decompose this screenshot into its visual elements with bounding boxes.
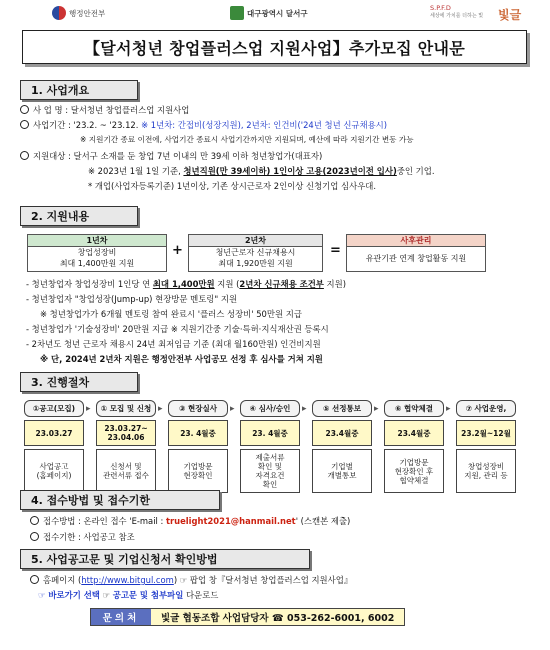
step-heading: ①공고(모집) [24, 400, 84, 417]
s5-line-homepage: 홈페이지 (http://www.bitgul.com) ☞ 팝업 창『달서청년 창업플러스업 지원사업』 [30, 574, 352, 586]
step-description: 기업방문 현장확인 [168, 449, 228, 493]
support-box-year2: 2년차 청년근로자 신규채용시 최대 1,920만원 지원 [188, 234, 323, 272]
step-heading: ④ 심사/승인 [240, 400, 300, 417]
step-description: 제출서류 확인 및 자격요건 확인 [240, 449, 300, 493]
step-description: 사업공고 (홈페이지) [24, 449, 84, 493]
contact-box [90, 608, 405, 626]
step-heading: ⑦ 사업운영, [456, 400, 516, 417]
step-arrow-icon: ▸ [374, 404, 379, 414]
step-date: 23.4월중 [384, 420, 444, 446]
section-5-heading: 5. 사업공고문 및 기업신청서 확인방법 [20, 549, 310, 569]
circle-bullet-icon [30, 575, 39, 584]
s2-bullet-6: ※ 단, 2024년 2년차 지원은 행정안전부 사업공모 선정 후 심사를 거쳐 지원 [40, 354, 323, 364]
step-heading: ① 모집 및 신청 [96, 400, 156, 417]
step-heading: ⑥ 협약체결 [384, 400, 444, 417]
step-date: 23. 4월중 [240, 420, 300, 446]
s1-line-preference: * 개업(사업자등록기준) 1년이상, 기존 상시근로자 2인이상 신청기업 심사우대. [88, 181, 377, 191]
process-step [456, 400, 516, 493]
step-date: 23. 4월중 [168, 420, 228, 446]
process-step [24, 400, 84, 493]
bitgul-wordmark: 빛글 [498, 8, 522, 22]
s2-bullet-3: ※ 청년창업가가 6개월 멘토링 참여 완료시 '플러스 성장비' 50만원 지급 [40, 309, 302, 319]
step-heading: ③ 현장실사 [168, 400, 228, 417]
process-step [96, 400, 156, 493]
circle-bullet-icon [30, 516, 39, 525]
s1-line-target: 지원대상 : 달서구 소재를 둔 창업 7년 이내의 만 39세 이하 청년창업가(대표자) [20, 150, 322, 162]
s2-bullet-5: - 2차년도 청년 근로자 채용시 24년 최저임금 기준 (최대 월160만원) 인건비지원 [26, 339, 321, 349]
section-3-heading: 3. 진행절차 [20, 372, 138, 392]
contact-value: 빛글 협동조합 사업담당자 ☎ 053-262-6001, 6002 [151, 609, 404, 625]
process-step [240, 400, 300, 493]
step-date: 23.03.27~ 23.04.06 [96, 420, 156, 446]
circle-bullet-icon [20, 105, 29, 114]
s2-bullet-1: - 청년창업자 창업성장비 1인당 연 최대 1,400만원 지원 (2년차 신규채용 조건부 지원) [26, 279, 347, 289]
s1-line-note: ※ 지원기간 종료 이전에, 사업기간 종료시 사업기간까지만 지원되며, 예산에 따라 지원기간 변동 가능 [80, 135, 414, 144]
process-step [384, 400, 444, 493]
s5-line-download: ☞ 바로가기 선택 ☞ 공고문 및 첨부파일 다운로드 [38, 590, 219, 600]
support-box-aftercare: 사후관리 유관기관 연계 창업활동 지원 [346, 234, 486, 272]
s2-bullet-4: - 청년창업가 '기술성장비' 20만원 지급 ※ 지원기간중 기술·특허·지식재산권 등록시 [26, 324, 329, 334]
step-heading: ⑤ 선정통보 [312, 400, 372, 417]
homepage-link[interactable]: http://www.bitgul.com [81, 575, 174, 585]
s1-line-period: 사업기간 : '23.2. ~ '23.12. ※ 1년차: 간접비(성장지원), 2년차: 인건비('24년 청년 신규채용시) [20, 119, 387, 131]
s1-line-criteria: ※ 2023년 1월 1일 기준, 청년직원(만 39세이하) 1인이상 고용(2023년이전 입사)중인 기업. [88, 166, 435, 176]
header-logos [0, 4, 550, 26]
email-link[interactable]: truelight2021@hanmail.net [166, 516, 296, 526]
step-arrow-icon: ▸ [86, 404, 91, 414]
s2-bullet-2: - 청년창업자 "창업성장(Jump-up) 현장방문 멘토링" 지원 [26, 294, 238, 304]
section-2-heading: 2. 지원내용 [20, 206, 138, 226]
step-arrow-icon: ▸ [230, 404, 235, 414]
circle-bullet-icon [20, 120, 29, 129]
step-date: 23.2월~12월 [456, 420, 516, 446]
s1-line-name: 사 업 명 : 달서청년 창업플러스업 지원사업 [20, 104, 189, 116]
step-description: 기업방문 현장확인 후 협약체결 [384, 449, 444, 493]
dalseo-emblem-icon [230, 6, 244, 20]
moi-logo: 행정안전부 [52, 6, 105, 20]
page-title: 【달서청년 창업플러스업 지원사업】추가모집 안내문 [22, 30, 527, 64]
taegeuk-icon [52, 6, 66, 20]
circle-bullet-icon [30, 532, 39, 541]
step-date: 23.03.27 [24, 420, 84, 446]
step-description: 신청서 및 관련서류 접수 [96, 449, 156, 493]
step-description: 창업성장비 지원, 관리 등 [456, 449, 516, 493]
step-arrow-icon: ▸ [302, 404, 307, 414]
equals-sign: = [330, 243, 341, 258]
section-1-heading: 1. 사업개요 [20, 80, 138, 100]
step-date: 23.4월중 [312, 420, 372, 446]
dalseo-logo: 대구광역시 달서구 [230, 6, 308, 20]
step-description: 기업별 개별통보 [312, 449, 372, 493]
step-arrow-icon: ▸ [158, 404, 163, 414]
section-4-heading: 4. 접수방법 및 접수기한 [20, 490, 220, 510]
circle-bullet-icon [20, 151, 29, 160]
plus-sign: + [172, 243, 183, 258]
s4-line-method: 접수방법 : 온라인 접수 'E-mail : truelight2021@hanmail.net' (스캔본 제출) [30, 515, 350, 527]
step-arrow-icon: ▸ [446, 404, 451, 414]
process-step [312, 400, 372, 493]
s4-line-deadline: 접수기한 : 사업공고 참조 [30, 531, 135, 543]
support-box-year1: 1년차 창업성장비 최대 1,400만원 지원 [27, 234, 167, 272]
contact-label: 문의처 [91, 609, 151, 625]
process-step [168, 400, 228, 493]
bitgul-logo: S.P.F.D 세상에 가치를 더하는 빛 [430, 4, 484, 19]
